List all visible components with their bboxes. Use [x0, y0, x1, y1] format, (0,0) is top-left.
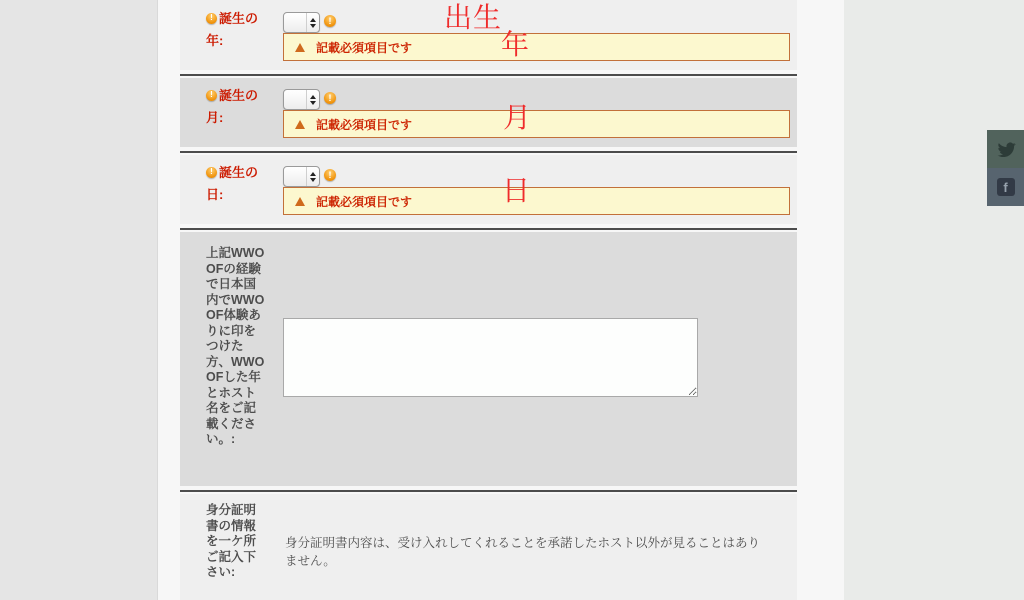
warning-icon [295, 120, 305, 129]
birth-month-label-text: 誕生の月: [206, 88, 259, 125]
warning-icon [295, 43, 305, 52]
warning-icon [295, 197, 305, 206]
form-row-id-document [180, 494, 797, 600]
help-icon[interactable] [324, 15, 336, 27]
id-document-label: 身分証明書の情報を一ケ所ご記入下さい: [206, 503, 257, 579]
select-stepper-icon [306, 167, 319, 186]
form-row-wwoof-experience [180, 232, 797, 486]
help-icon[interactable] [324, 92, 336, 104]
section-divider [180, 151, 797, 153]
select-stepper-icon [306, 13, 319, 32]
translation-overlay-day: 日 [502, 175, 532, 206]
birth-day-required-warning [283, 187, 790, 215]
warning-message: 記載必須項目です [316, 40, 413, 55]
required-icon [206, 167, 217, 178]
section-divider [180, 74, 797, 76]
required-icon [206, 13, 217, 24]
translation-overlay-title: 出生 [444, 2, 503, 33]
form-row-birth-month [180, 78, 797, 147]
id-document-note: 身分証明書内容は、受け入れしてくれることを承諾したホスト以外が見ることはありません。 [285, 536, 761, 568]
wwoof-experience-label: 上記WWOOFの経験で日本国内でWWOOF体験ありに印をつけた方、WWOOFした年とホスト名をご記載ください。: [206, 246, 265, 446]
translation-overlay-month: 月 [503, 102, 533, 133]
help-icon[interactable] [324, 169, 336, 181]
birth-year-label-text: 誕生の年: [206, 11, 259, 48]
translation-overlay-year: 年 [501, 29, 531, 60]
birth-year-required-warning [283, 29, 790, 61]
select-stepper-icon [306, 90, 319, 109]
social-share-bar [987, 130, 1024, 206]
facebook-share-button[interactable] [987, 168, 1024, 206]
facebook-f-icon: f [997, 178, 1015, 196]
twitter-share-button[interactable] [987, 130, 1024, 168]
form-row-birth-day [180, 155, 797, 224]
birth-day-label-text: 誕生の日: [206, 165, 259, 202]
required-icon [206, 90, 217, 101]
warning-message: 記載必須項目です [316, 194, 413, 209]
page-right-background [843, 0, 1024, 600]
birth-month-select[interactable] [283, 89, 320, 110]
birth-month-required-warning [283, 110, 790, 138]
birth-month-label [206, 85, 270, 129]
birth-year-select[interactable] [283, 12, 320, 33]
section-divider [180, 228, 797, 230]
section-divider [180, 490, 797, 492]
wwoof-experience-textarea[interactable] [283, 318, 698, 397]
warning-message: 記載必須項目です [316, 117, 413, 132]
birth-day-select[interactable] [283, 166, 320, 187]
twitter-bird-icon [996, 139, 1016, 159]
birth-day-label [206, 162, 270, 206]
birth-year-label [206, 8, 270, 52]
